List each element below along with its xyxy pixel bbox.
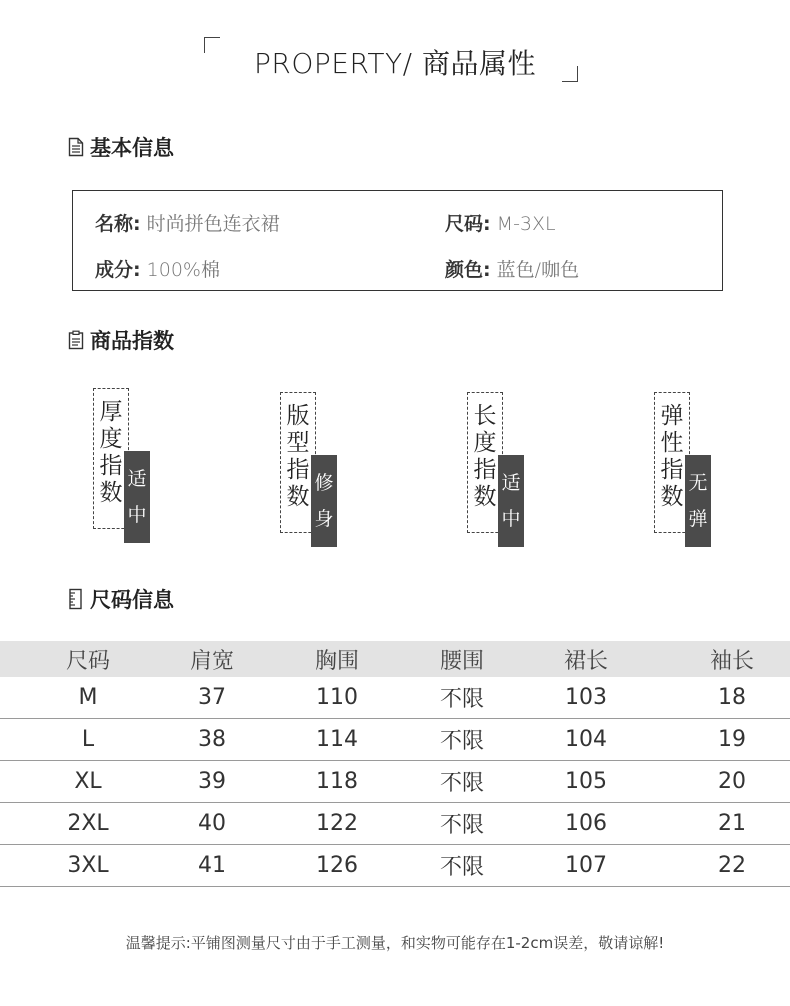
section-product-index-title	[66, 326, 174, 354]
document-icon	[66, 136, 86, 158]
section-size-info-title	[66, 585, 174, 613]
info-key: 名称	[95, 213, 134, 235]
basic-info-box	[72, 190, 723, 291]
corner-bracket-bottom-right	[562, 66, 578, 82]
info-name: 名称: 时尚拼色连衣裙	[95, 213, 280, 235]
section-title-label: 商品指数	[90, 329, 174, 353]
info-key: 颜色	[445, 259, 484, 281]
size-table	[0, 641, 790, 887]
table-cell: L	[81, 727, 95, 752]
index-label-thickness: 厚 度 指 数	[93, 388, 129, 529]
info-material: 成分: 100%棉	[95, 259, 220, 281]
section-title-label: 基本信息	[90, 136, 174, 160]
info-value: 时尚拼色连衣裙	[146, 213, 280, 235]
table-cell: 122	[316, 811, 358, 836]
table-row	[0, 761, 790, 803]
table-cell: 不限	[439, 771, 484, 796]
info-size: 尺码: M-3XL	[445, 213, 556, 235]
index-value-elasticity: 无 弹	[685, 455, 711, 547]
clipboard-icon	[66, 329, 86, 351]
table-cell: 19	[718, 727, 746, 752]
page-title: PROPERTY/ 商品属性	[254, 47, 536, 80]
table-cell: 不限	[439, 813, 484, 838]
section-title-label: 尺码信息	[90, 588, 174, 612]
table-header-cell: 腰围	[439, 648, 484, 674]
info-key: 尺码	[445, 213, 484, 235]
index-label-fit: 版 型 指 数	[280, 392, 316, 533]
table-cell: 38	[198, 727, 226, 752]
table-cell: 不限	[439, 729, 484, 754]
table-cell: 118	[316, 769, 358, 794]
table-cell: 104	[565, 727, 607, 752]
info-key: 成分	[95, 259, 134, 281]
table-cell: 39	[198, 769, 226, 794]
index-value-thickness: 适 中	[124, 451, 150, 543]
table-row	[0, 803, 790, 845]
info-color: 颜色: 蓝色/咖色	[445, 259, 580, 281]
table-cell: 2XL	[67, 811, 109, 836]
table-cell: XL	[74, 769, 102, 794]
info-value: M-3XL	[496, 213, 556, 235]
section-basic-info-title	[66, 133, 174, 161]
table-header-cell: 肩宽	[189, 648, 234, 674]
table-cell: 126	[316, 853, 358, 878]
table-cell: 107	[565, 853, 607, 878]
table-cell: 18	[718, 685, 746, 710]
table-header-cell: 胸围	[314, 648, 359, 674]
table-cell: 40	[198, 811, 226, 836]
table-row	[0, 677, 790, 719]
ruler-icon	[66, 588, 86, 610]
table-header-cell: 裙长	[563, 648, 608, 674]
table-row	[0, 845, 790, 887]
table-cell: 114	[316, 727, 358, 752]
table-cell: 41	[198, 853, 226, 878]
table-cell: 110	[316, 685, 358, 710]
index-value-fit: 修 身	[311, 455, 337, 547]
index-value-length: 适 中	[498, 455, 524, 547]
table-cell: 3XL	[67, 853, 109, 878]
info-value: 100%棉	[146, 259, 220, 281]
table-cell: 106	[565, 811, 607, 836]
index-label-elasticity: 弹 性 指 数	[654, 392, 690, 533]
table-cell: 21	[718, 811, 746, 836]
info-value: 蓝色/咖色	[496, 259, 580, 281]
table-header-cell: 尺码	[65, 648, 110, 674]
footer-note: 温馨提示:平铺图测量尺寸由于手工测量，和实物可能存在1-2cm误差，敬请谅解!	[125, 934, 665, 952]
table-header-cell: 袖长	[709, 648, 754, 674]
table-cell: M	[78, 685, 98, 710]
table-cell: 105	[565, 769, 607, 794]
table-cell: 不限	[439, 855, 484, 880]
index-label-length: 长 度 指 数	[467, 392, 503, 533]
table-cell: 不限	[439, 687, 484, 712]
page-header	[0, 0, 790, 110]
table-cell: 37	[198, 685, 226, 710]
table-cell: 103	[565, 685, 607, 710]
table-cell: 20	[718, 769, 746, 794]
table-header-row	[0, 641, 790, 677]
table-row	[0, 719, 790, 761]
table-cell: 22	[718, 853, 746, 878]
